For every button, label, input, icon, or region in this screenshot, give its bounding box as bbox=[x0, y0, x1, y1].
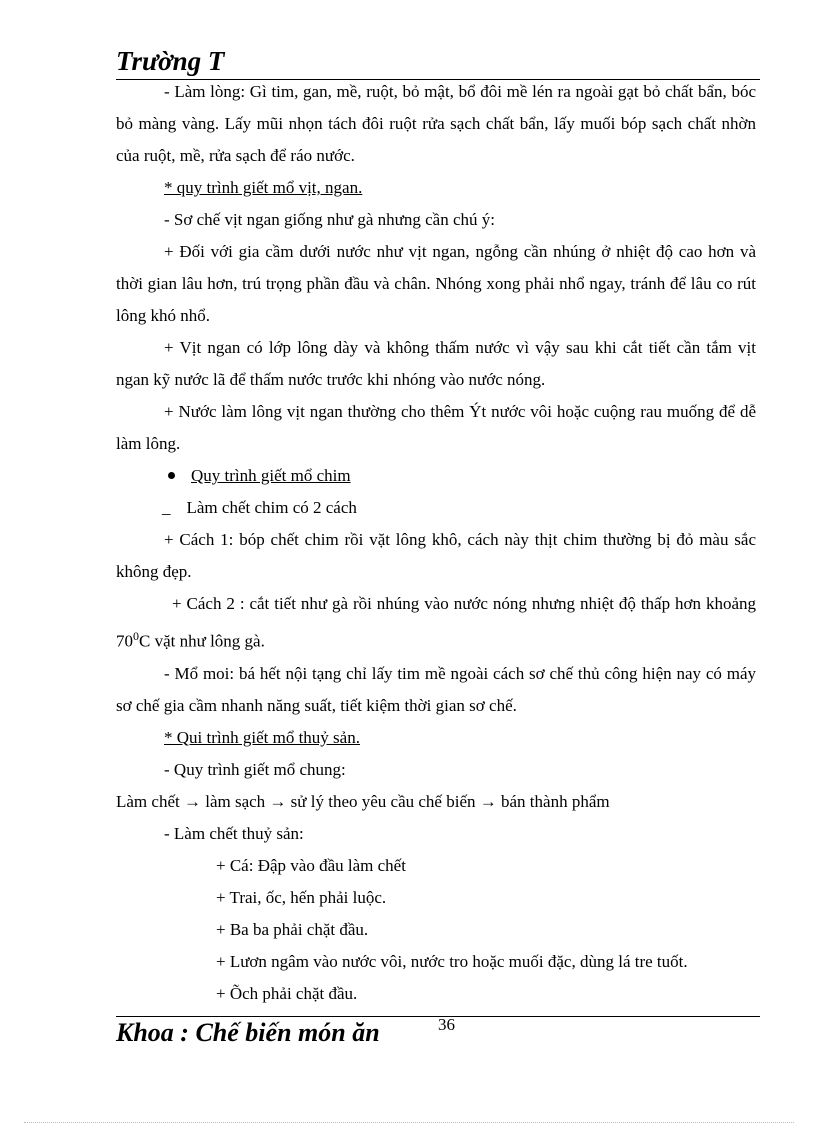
list-item: + Õch phải chặt đầu. bbox=[216, 983, 358, 1003]
dash-icon: _ bbox=[162, 498, 171, 517]
paragraph-duck-note-2: + Vịt ngan có lớp lông dày và không thấm nước vì vậy sau khi cắt tiết cần tắm vịt ngan kỹ nước lã để thấm nước trước khi nhóng vào nước nóng. bbox=[116, 338, 756, 389]
flow-step-4: bán thành phẩm bbox=[501, 791, 610, 811]
flow-step-3: sử lý theo yêu cầu chế biến bbox=[290, 791, 476, 811]
heading-fish-process: * Qui trình giết mổ thuỷ sản. bbox=[164, 727, 360, 747]
paragraph-bird-method-1: + Cách 1: bóp chết chim rồi vặt lông khô, cách này thịt chim thường bị đỏ màu sắc không đẹp. bbox=[116, 530, 756, 581]
arrow-right-icon: → bbox=[183, 791, 201, 811]
degree-superscript: 0 bbox=[133, 629, 139, 643]
heading-duck-process: * quy trình giết mổ vịt, ngan. bbox=[164, 178, 363, 197]
process-flow bbox=[116, 786, 756, 818]
arrow-right-icon: → bbox=[269, 791, 287, 811]
footer-title: Khoa : Chế biến món ăn bbox=[116, 1018, 380, 1047]
page-number: 36 bbox=[438, 1015, 455, 1034]
paragraph-organ-cleaning: - Làm lòng: Gì tim, gan, mề, ruột, bỏ mật, bổ đôi mề lén ra ngoài gạt bỏ chất bẩn, bóc bỏ màng vàng. Lấy mũi nhọn tách đôi ruột rửa sạch chất bẩn, lấy muối bóp sạch chất nhờn của ruột, mề, rửa sạch để ráo nước. bbox=[116, 82, 756, 165]
page-content bbox=[116, 76, 756, 1010]
list-item: + Lươn ngâm vào nước vôi, nước tro hoặc muối đặc, dùng lá tre tuốt. bbox=[216, 951, 688, 971]
flow-step-2: làm sạch bbox=[205, 791, 266, 811]
fish-kill-line: - Làm chết thuỷ sản: bbox=[164, 823, 304, 843]
arrow-right-icon: → bbox=[479, 791, 497, 811]
heading-bird-process: Quy trình giết mổ chim bbox=[116, 460, 756, 492]
fish-general-line: - Quy trình giết mổ chung: bbox=[164, 759, 346, 779]
list-item: + Trai, ốc, hến phải luộc. bbox=[216, 887, 387, 907]
flow-step-1: Làm chết bbox=[116, 791, 180, 811]
paragraph-duck-note-3: + Nước làm lông vịt ngan thường cho thêm Ýt nước vôi hoặc cuộng rau muống để dễ làm lông. bbox=[116, 402, 756, 453]
bullet-dot-icon bbox=[168, 472, 175, 479]
list-item: + Cá: Đập vào đầu làm chết bbox=[216, 855, 406, 875]
paragraph-bird-gutting: - Mổ moi: bá hết nội tạng chỉ lấy tim mề ngoài cách sơ chế thủ công hiện nay có máy sơ chế gia cầm nhanh năng suất, tiết kiệm thời gian sơ chế. bbox=[116, 663, 756, 715]
paragraph-bird-method-2: + Cách 2 : cắt tiết như gà rồi nhúng vào nước nóng nhưng nhiệt độ thấp hơn khoảng $70^0C$ vặt như lông gà. bbox=[116, 594, 756, 651]
header-title: Trường T bbox=[116, 46, 225, 76]
paragraph-duck-intro: - Sơ chế vịt ngan giống như gà nhưng cần chú ý: bbox=[164, 210, 495, 229]
list-item: + Ba ba phải chặt đầu. bbox=[216, 919, 369, 939]
bird-kill-line: _ Làm chết chim có 2 cách bbox=[116, 492, 756, 524]
paragraph-duck-note-1: + Đối với gia cầm dưới nước như vịt ngan, ngỗng cần nhúng ở nhiệt độ cao hơn và thời gian lâu hơn, trú trọng phần đầu và chân. Nhóng xong phải nhổ ngay, tránh để lâu co rút lông khó nhổ. bbox=[116, 242, 756, 325]
